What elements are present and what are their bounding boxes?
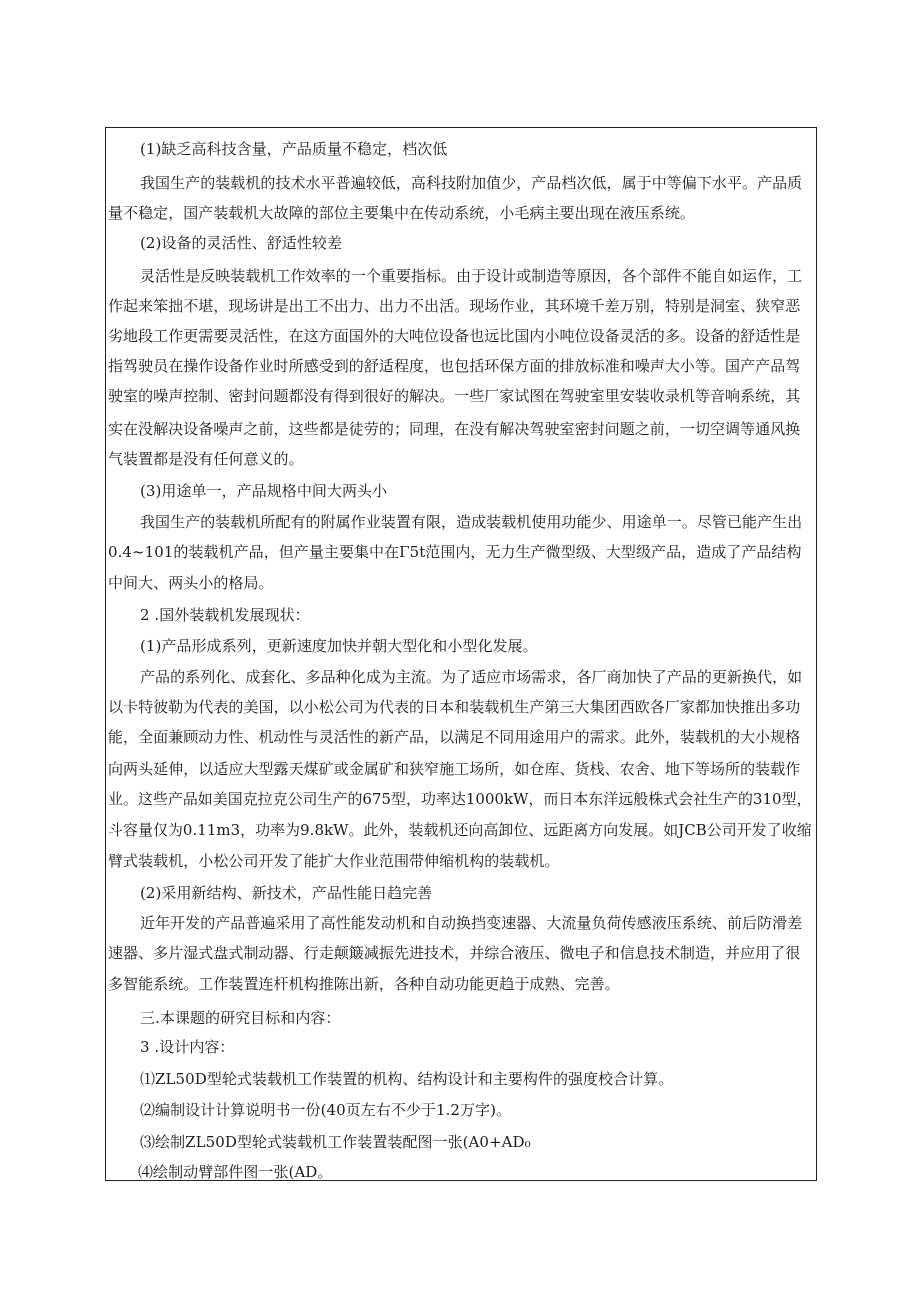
paragraph-line: 速器、多片湿式盘式制动器、行走颠簸减振先进技术，并综合液压、微电子和信息技术制造，并应用了很 <box>108 944 801 962</box>
paragraph-line: 以卡特彼勒为代表的美国，以小松公司为代表的日本和装载机生产第三大集团西欧各厂家都加快推出多功 <box>108 698 801 716</box>
subheading-2: (2)设备的灵活性、舒适性较差 <box>140 234 342 252</box>
paragraph-line: 业。这些产品如美国克拉克公司生产的675型，功率达1000kW，而日本东洋远般株式会社生产的310型， <box>108 790 812 808</box>
paragraph-line: 指驾驶员在操作设备作业时所感受到的舒适程度，也包括环保方面的排放标准和噪声大小等。国产产品驾 <box>108 357 801 375</box>
subheading-5: (2)采用新结构、新技术，产品性能日趋完善 <box>140 884 433 902</box>
paragraph-line: 多智能系统。工作装置连杆机构推陈出新，各种自动功能更趋于成熟、完善。 <box>108 975 620 993</box>
section-heading-2: 2 .国外装载机发展现状： <box>140 606 310 624</box>
paragraph-line: 0.4~101的装载机产品，但产量主要集中在Γ5t范围内，无力生产微型级、大型级产品，造成了产品结构 <box>108 543 802 561</box>
paragraph-line: 产品的系列化、成套化、多品种化成为主流。为了适应市场需求，各厂商加快了产品的更新换代，如 <box>140 668 803 686</box>
paragraph-line: 我国生产的装载机的技术水平普遍较低，高科技附加值少，产品档次低，属于中等偏下水平。产品质 <box>140 174 803 192</box>
paragraph-line: 劣地段工作更需要灵活性，在这方面国外的大吨位设备也远比国内小吨位设备灵活的多。设备的舒适性是 <box>108 327 801 345</box>
paragraph-line: 能，全面兼顾动力性、机动性与灵活性的新产品，以满足不同用途用户的需求。此外，装载机的大小规格 <box>108 728 801 746</box>
paragraph-line: 斗容量仅为0.11m3，功率为9.8kW。此外，装载机还向高卸位、远距离方向发展。如JCB公司开发了收缩 <box>108 821 812 839</box>
subheading-4: (1)产品形成系列，更新速度加快并朝大型化和小型化发展。 <box>140 637 538 655</box>
list-item: ⑴ZL50D型轮式装载机工作装置的机构、结构设计和主要构件的强度校合计算。 <box>140 1070 674 1088</box>
paragraph-line: 实在没解决设备噪声之前，这些都是徒劳的；同理，在没有解决驾驶室密封问题之前，一切空调等通风换 <box>108 420 801 438</box>
paragraph-line: 气装置都是没有任何意义的。 <box>108 450 304 468</box>
paragraph-line: 近年开发的产品普遍采用了高性能发动机和自动换挡变速器、大流量负荷传感液压系统、前后防滑差 <box>140 914 803 932</box>
subsection-heading: 3 .设计内容： <box>140 1038 235 1056</box>
paragraph-line: 驶室的噪声控制、密封问题都没有得到很好的解决。一些厂家试图在驾驶室里安装收录机等音响系统，其 <box>108 387 801 405</box>
subheading-1: (1)缺乏高科技含量，产品质量不稳定，档次低 <box>140 140 448 158</box>
paragraph-line: 量不稳定，国产装载机大故障的部位主要集中在传动系统，小毛病主要出现在液压系统。 <box>108 204 695 222</box>
paragraph-line: 向两头延伸，以适应大型露天煤矿或金属矿和狭窄施工场所，如仓库、货栈、农舍、地下等场所的装载作 <box>108 760 801 778</box>
list-item: ⑶绘制ZL50D型轮式装载机工作装置装配图一张(A0+AD₀ <box>140 1133 531 1151</box>
paragraph-line: 我国生产的装载机所配有的附属作业装置有限，造成装载机使用功能少、用途单一。尽管已能产生出 <box>140 513 803 531</box>
paragraph-line: 灵活性是反映装载机工作效率的一个重要指标。由于设计或制造等原因，各个部件不能自如运作，工 <box>140 267 803 285</box>
subheading-3: (3)用途单一，产品规格中间大两头小 <box>140 482 388 500</box>
paragraph-line: 中间大、两头小的格局。 <box>108 574 274 592</box>
paragraph-line: 作起来笨拙不堪，现场讲是出工不出力、出力不出活。现场作业，其环境千差万别，特别是洞室、狭窄恶 <box>108 297 801 315</box>
paragraph-line: 臂式装载机，小松公司开发了能扩大作业范围带伸缩机构的装载机。 <box>108 852 560 870</box>
section-heading-3: 三.本课题的研究目标和内容： <box>140 1009 341 1027</box>
list-item: ⑵编制设计计算说明书一份(40页左右不少于1.2万字)。 <box>140 1101 512 1119</box>
list-item: ⑷绘制动臂部件图一张(AD。 <box>138 1163 333 1181</box>
